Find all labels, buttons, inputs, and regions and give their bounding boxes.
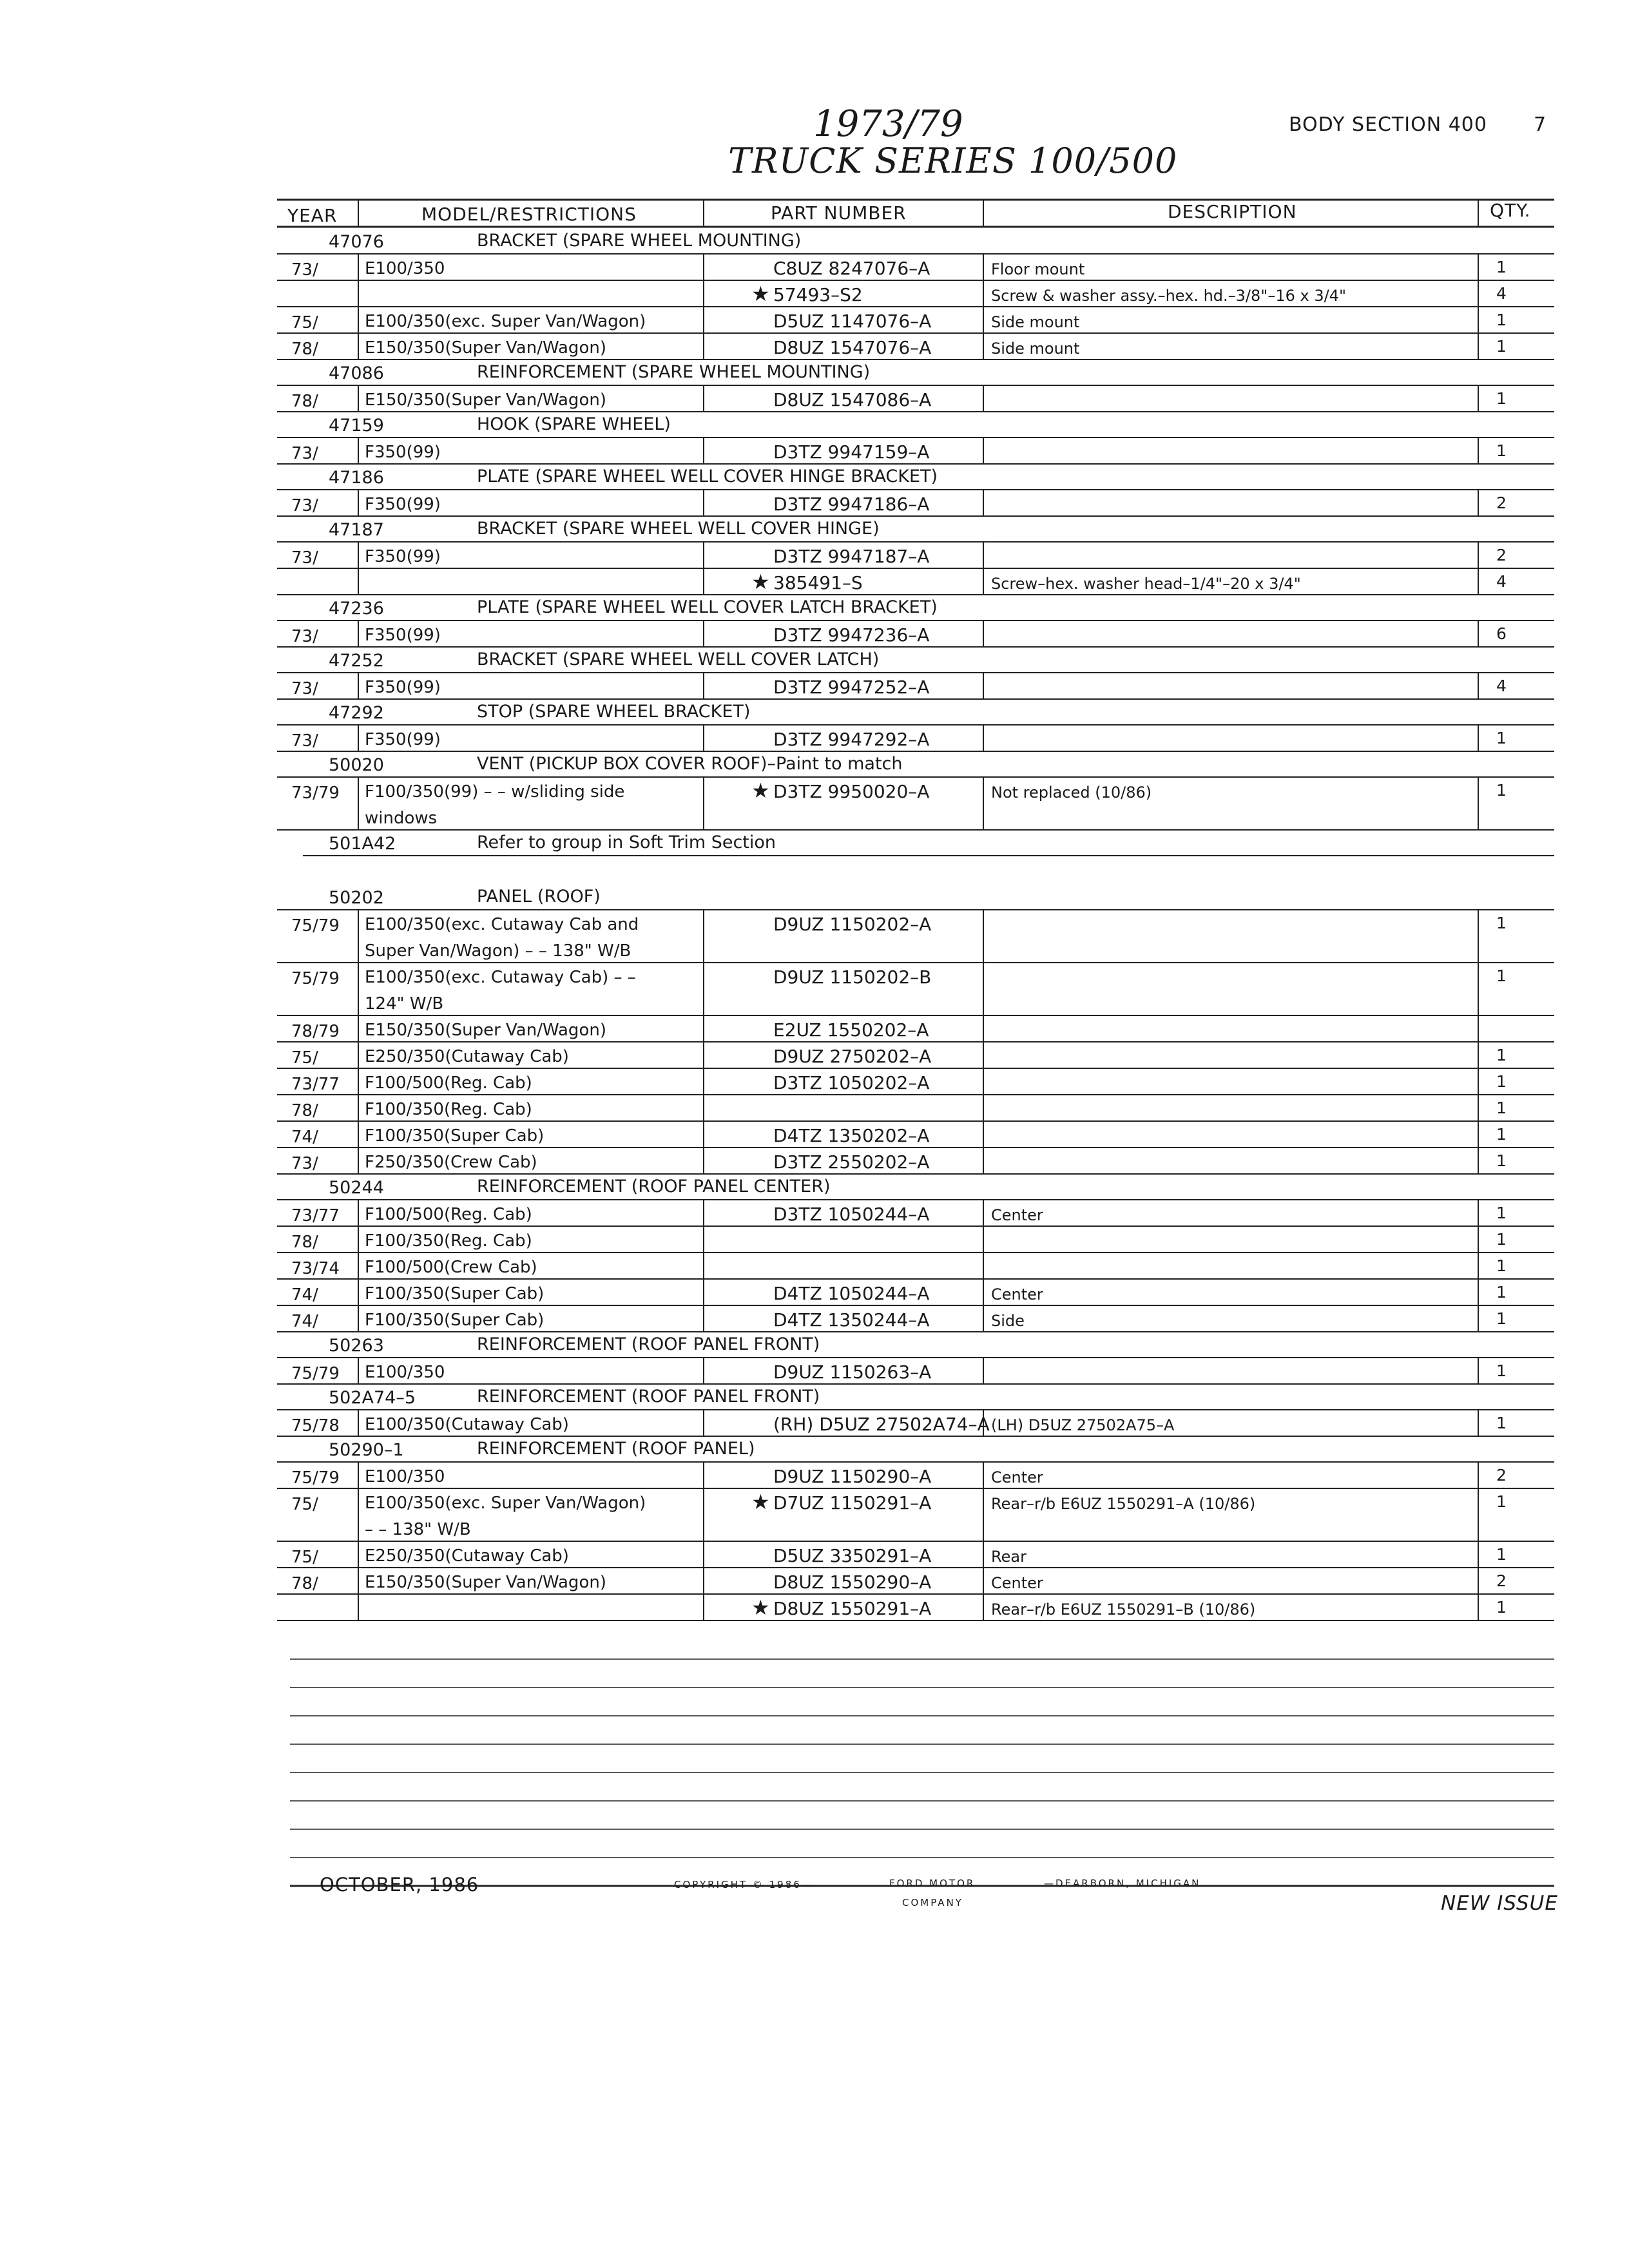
row-description: Side mount: [991, 313, 1080, 331]
row-part-number: D9UZ 2750202–A: [773, 1046, 932, 1067]
group-number: 47086: [329, 363, 384, 383]
row-part-number: C8UZ 8247076–A: [773, 258, 930, 279]
row-part-number: 385491–S: [773, 572, 863, 593]
row-model: E250/350(Cutaway Cab): [365, 1546, 569, 1566]
row-model: F350(99): [365, 730, 441, 749]
row-model: F100/350(Super Cab): [365, 1311, 545, 1330]
row-qty: 1: [1496, 389, 1507, 408]
row-description: Center: [991, 1468, 1043, 1486]
row-part-number: D9UZ 1150263–A: [773, 1361, 932, 1383]
row-qty: 1: [1496, 258, 1507, 276]
row-model-continued: Super Van/Wagon) – – 138" W/B: [365, 941, 631, 961]
row-qty: 4: [1496, 284, 1507, 303]
replacement-star-icon: ★: [751, 570, 770, 594]
row-qty: 1: [1496, 1099, 1507, 1117]
row-qty: 1: [1496, 1309, 1507, 1328]
issue-status: NEW ISSUE: [1441, 1892, 1558, 1915]
row-part-number: D4TZ 1350244–A: [773, 1309, 930, 1331]
row-qty: 2: [1496, 1571, 1507, 1590]
row-year: 75/79: [291, 916, 340, 936]
row-year: 75/79: [291, 1364, 340, 1383]
row-description: Center: [991, 1285, 1043, 1303]
group-number: 50020: [329, 755, 384, 775]
row-model-continued: – – 138" W/B: [365, 1520, 471, 1539]
row-model: F350(99): [365, 678, 441, 697]
row-part-number: D3TZ 9947187–A: [773, 546, 930, 567]
row-qty: 1: [1496, 1125, 1507, 1144]
row-model: F100/350(Super Cab): [365, 1284, 545, 1303]
group-number: 47236: [329, 599, 384, 619]
row-qty: 1: [1496, 1492, 1507, 1511]
row-model: E100/350: [365, 259, 445, 278]
row-part-number: D3TZ 1050244–A: [773, 1204, 930, 1225]
column-header-year: YEAR: [287, 205, 338, 226]
copyright-notice: COPYRIGHT © 1986—: [674, 1879, 813, 1890]
section-label: BODY SECTION 400: [1289, 113, 1487, 136]
row-year: 73/: [291, 548, 318, 568]
row-model: F100/350(99) – – w/sliding side: [365, 782, 625, 802]
row-model: E100/350(exc. Cutaway Cab and: [365, 915, 639, 934]
row-qty: 1: [1496, 966, 1507, 985]
row-qty: 1: [1496, 1151, 1507, 1170]
row-year: 73/77: [291, 1206, 340, 1225]
row-qty: 1: [1496, 1230, 1507, 1249]
row-description: Center: [991, 1206, 1043, 1224]
group-title: Refer to group in Soft Trim Section: [477, 832, 776, 852]
company-name: FORD MOTOR: [889, 1878, 976, 1889]
row-model: E100/350: [365, 1363, 445, 1382]
row-part-number: D9UZ 1150290–A: [773, 1466, 932, 1487]
group-number: 47292: [329, 703, 384, 723]
row-year: 75/: [291, 1548, 318, 1567]
row-year: 75/: [291, 1495, 318, 1514]
row-qty: 1: [1496, 1072, 1507, 1091]
row-year: 74/: [291, 1128, 318, 1147]
row-part-number: D3TZ 9947159–A: [773, 441, 930, 463]
row-model: E100/350(exc. Super Van/Wagon): [365, 1494, 646, 1513]
row-qty: 1: [1496, 1204, 1507, 1222]
row-part-number: D5UZ 3350291–A: [773, 1545, 932, 1566]
row-qty: 1: [1496, 1256, 1507, 1275]
row-description: Side: [991, 1312, 1025, 1330]
group-number: 50263: [329, 1336, 384, 1356]
row-part-number: D8UZ 1550291–A: [773, 1598, 932, 1619]
row-model: F100/500(Reg. Cab): [365, 1205, 532, 1224]
group-number: 50244: [329, 1178, 384, 1198]
group-number: 47187: [329, 520, 384, 540]
row-qty: 4: [1496, 677, 1507, 695]
row-year: 73/: [291, 444, 318, 463]
group-title: HOOK (SPARE WHEEL): [477, 414, 671, 434]
group-title: PANEL (ROOF): [477, 887, 601, 907]
row-part-number: D3TZ 9947252–A: [773, 677, 930, 698]
column-header-description: DESCRIPTION: [1168, 201, 1297, 222]
row-part-number: D8UZ 1547086–A: [773, 389, 932, 410]
row-qty: 1: [1496, 1414, 1507, 1432]
row-qty: 6: [1496, 624, 1507, 643]
row-year: 75/: [291, 313, 318, 332]
row-part-number: D3TZ 9947292–A: [773, 729, 930, 750]
row-description: Rear: [991, 1548, 1027, 1566]
row-part-number: E2UZ 1550202–A: [773, 1019, 929, 1041]
column-header-qty: QTY.: [1490, 200, 1531, 221]
row-year: 78/: [291, 1574, 318, 1593]
group-number: 47159: [329, 416, 384, 436]
row-qty: 1: [1496, 441, 1507, 460]
row-model: F350(99): [365, 626, 441, 645]
group-title: REINFORCEMENT (SPARE WHEEL MOUNTING): [477, 362, 871, 382]
row-part-number: D4TZ 1050244–A: [773, 1283, 930, 1304]
row-model: F100/500(Crew Cab): [365, 1258, 537, 1277]
row-part-number: D4TZ 1350202–A: [773, 1125, 930, 1146]
group-title: REINFORCEMENT (ROOF PANEL CENTER): [477, 1177, 831, 1196]
catalog-series: TRUCK SERIES 100/500: [728, 140, 1178, 181]
row-qty: 2: [1496, 1466, 1507, 1485]
row-year: 75/79: [291, 1468, 340, 1488]
group-title: PLATE (SPARE WHEEL WELL COVER LATCH BRACKET): [477, 597, 938, 617]
row-year: 73/79: [291, 783, 340, 803]
row-qty: 1: [1496, 311, 1507, 329]
row-model: E100/350: [365, 1467, 445, 1486]
row-qty: 2: [1496, 494, 1507, 512]
row-model: E250/350(Cutaway Cab): [365, 1047, 569, 1066]
row-model: E150/350(Super Van/Wagon): [365, 1021, 606, 1040]
row-year: 73/: [291, 627, 318, 646]
row-description: Screw–hex. washer head–1/4"–20 x 3/4": [991, 575, 1301, 593]
row-qty: 1: [1496, 1283, 1507, 1302]
group-title: PLATE (SPARE WHEEL WELL COVER HINGE BRACKET): [477, 466, 938, 486]
row-model: F350(99): [365, 495, 441, 514]
group-title: VENT (PICKUP BOX COVER ROOF)–Paint to match: [477, 754, 903, 774]
row-model: E150/350(Super Van/Wagon): [365, 338, 606, 358]
group-title: REINFORCEMENT (ROOF PANEL FRONT): [477, 1387, 820, 1407]
row-year: 73/: [291, 496, 318, 515]
row-year: 78/: [291, 340, 318, 359]
row-description: Not replaced (10/86): [991, 783, 1152, 802]
row-year: 75/: [291, 1048, 318, 1068]
row-qty: 1: [1496, 1545, 1507, 1564]
row-description: Screw & washer assy.–hex. hd.–3/8"–16 x 3/4": [991, 287, 1346, 305]
row-qty: 1: [1496, 729, 1507, 747]
row-description: Side mount: [991, 340, 1080, 358]
row-part-number: D8UZ 1550290–A: [773, 1571, 932, 1593]
row-part-number: D3TZ 2550202–A: [773, 1151, 930, 1173]
replacement-star-icon: ★: [751, 1490, 770, 1514]
row-part-number: D5UZ 1147076–A: [773, 311, 932, 332]
catalog-years: 1973/79: [813, 103, 963, 145]
row-model: F100/350(Reg. Cab): [365, 1100, 532, 1119]
row-year: 78/: [291, 1101, 318, 1120]
row-model: F100/350(Reg. Cab): [365, 1231, 532, 1251]
row-year: 74/: [291, 1285, 318, 1305]
row-year: 75/79: [291, 969, 340, 988]
column-header-model: MODEL/RESTRICTIONS: [421, 204, 637, 225]
row-year: 75/78: [291, 1416, 340, 1436]
row-part-number: D3TZ 9947236–A: [773, 624, 930, 646]
group-title: REINFORCEMENT (ROOF PANEL FRONT): [477, 1334, 820, 1354]
row-part-number: 57493–S2: [773, 284, 863, 305]
row-qty: 1: [1496, 1361, 1507, 1380]
row-model: E150/350(Super Van/Wagon): [365, 390, 606, 410]
row-description: Floor mount: [991, 260, 1085, 278]
group-number: 47186: [329, 468, 384, 488]
row-part-number: D3TZ 9950020–A: [773, 781, 930, 802]
row-model-continued: windows: [365, 809, 438, 828]
row-part-number: D9UZ 1150202–B: [773, 966, 932, 988]
group-title: REINFORCEMENT (ROOF PANEL): [477, 1439, 755, 1459]
row-year: 73/74: [291, 1259, 340, 1278]
group-number: 50290–1: [329, 1440, 404, 1460]
row-qty: 1: [1496, 914, 1507, 932]
group-number: 47252: [329, 651, 384, 671]
row-model: E100/350(Cutaway Cab): [365, 1415, 569, 1434]
page-number: 7: [1534, 113, 1547, 136]
group-number: 47076: [329, 232, 384, 252]
group-title: BRACKET (SPARE WHEEL WELL COVER HINGE): [477, 519, 880, 539]
replacement-star-icon: ★: [751, 1595, 770, 1620]
issue-date: OCTOBER, 1986: [320, 1874, 479, 1896]
row-description: Rear–r/b E6UZ 1550291–B (10/86): [991, 1600, 1256, 1619]
row-description: Center: [991, 1574, 1043, 1592]
row-year: 78/79: [291, 1022, 340, 1041]
row-year: 73/: [291, 731, 318, 751]
replacement-star-icon: ★: [751, 282, 770, 306]
row-year: 73/: [291, 679, 318, 698]
row-part-number: (RH) D5UZ 27502A74–A: [773, 1414, 990, 1435]
row-qty: 4: [1496, 572, 1507, 591]
row-part-number: D9UZ 1150202–A: [773, 914, 932, 935]
row-model: F350(99): [365, 547, 441, 566]
row-qty: 2: [1496, 546, 1507, 564]
row-part-number: D3TZ 1050202–A: [773, 1072, 930, 1093]
row-qty: 1: [1496, 781, 1507, 800]
row-part-number: D8UZ 1547076–A: [773, 337, 932, 358]
row-model: F250/350(Crew Cab): [365, 1153, 537, 1172]
row-year: 73/: [291, 1154, 318, 1173]
row-description: (LH) D5UZ 27502A75–A: [991, 1416, 1175, 1434]
row-qty: 1: [1496, 1046, 1507, 1064]
company-name-line2: COMPANY: [902, 1897, 963, 1908]
row-model-continued: 124" W/B: [365, 994, 444, 1014]
row-year: 73/: [291, 260, 318, 280]
row-model: E150/350(Super Van/Wagon): [365, 1573, 606, 1592]
group-title: STOP (SPARE WHEEL BRACKET): [477, 702, 751, 722]
row-year: 73/77: [291, 1075, 340, 1094]
row-part-number: D7UZ 1150291–A: [773, 1492, 932, 1514]
replacement-star-icon: ★: [751, 778, 770, 803]
group-title: BRACKET (SPARE WHEEL WELL COVER LATCH): [477, 649, 880, 669]
row-year: 78/: [291, 392, 318, 411]
row-model: E100/350(exc. Super Van/Wagon): [365, 312, 646, 331]
group-number: 50202: [329, 888, 384, 908]
row-year: 74/: [291, 1312, 318, 1331]
row-qty: 1: [1496, 1598, 1507, 1617]
row-model: F350(99): [365, 443, 441, 462]
group-number: 502A74–5: [329, 1388, 416, 1408]
row-part-number: D3TZ 9947186–A: [773, 494, 930, 515]
row-description: Rear–r/b E6UZ 1550291–A (10/86): [991, 1495, 1256, 1513]
row-model: F100/500(Reg. Cab): [365, 1073, 532, 1093]
row-model: E100/350(exc. Cutaway Cab) – –: [365, 968, 636, 987]
row-model: F100/350(Super Cab): [365, 1126, 545, 1146]
row-year: 78/: [291, 1233, 318, 1252]
group-title: BRACKET (SPARE WHEEL MOUNTING): [477, 231, 802, 251]
row-qty: 1: [1496, 337, 1507, 356]
column-header-part-number: PART NUMBER: [771, 202, 907, 224]
group-number: 501A42: [329, 834, 396, 854]
company-location: —DEARBORN, MICHIGAN: [1044, 1878, 1201, 1889]
